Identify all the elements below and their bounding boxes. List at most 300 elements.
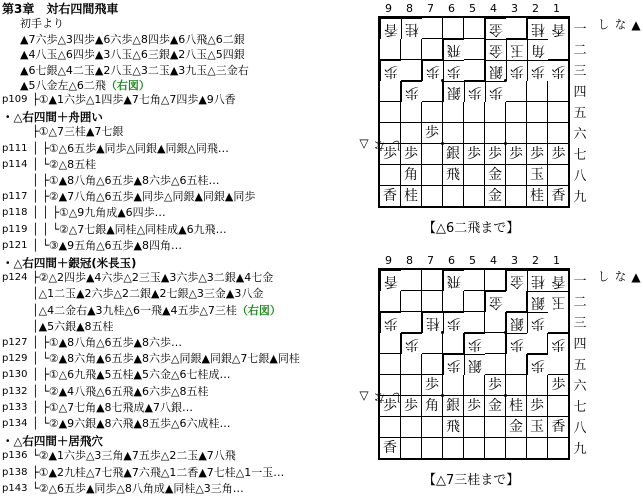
empty-square: [506, 375, 527, 396]
tree-body: [32, 401, 193, 414]
star-point: [441, 394, 444, 397]
gote-hand: △なし: [357, 138, 404, 152]
piece: 角: [527, 39, 548, 60]
tree-body: [32, 320, 114, 333]
page-number: p129: [2, 353, 28, 365]
piece: 金: [506, 270, 527, 291]
tree-body: [32, 93, 236, 106]
move-text: ①▲8八角△6五歩▲8六歩…: [48, 336, 182, 349]
empty-square: [464, 438, 485, 459]
move-text: 初手より: [20, 17, 64, 30]
move-text: ▲5八金左△6二飛: [20, 79, 106, 93]
empty-square: [380, 81, 401, 102]
file-label: 7: [427, 2, 434, 15]
piece: 桂: [527, 186, 548, 207]
move-text: ③▲9五角△6五歩▲8四角…: [48, 238, 182, 252]
piece: 玉: [548, 291, 569, 312]
piece: 歩: [527, 144, 548, 165]
sente-hand: ▲なし: [596, 270, 643, 284]
empty-square: [548, 354, 569, 375]
move-text: ①△9九角成▲6四歩…: [58, 206, 166, 220]
rank-label: 七: [573, 400, 587, 415]
file-label: 4: [490, 2, 497, 15]
page-number: p134: [2, 418, 28, 429]
tree-branch: │ └: [32, 417, 49, 430]
move-text: ①▲8八角△6五歩▲8六歩△6五桂…: [48, 174, 220, 187]
tree-body: [32, 336, 182, 349]
empty-square: [443, 438, 464, 459]
rank-label: 四: [573, 85, 587, 100]
tree-branch: │ ├: [32, 141, 49, 155]
empty-square: [443, 333, 464, 354]
tree-body: [32, 368, 230, 381]
piece: 金: [485, 396, 506, 417]
tree-branch: │ ├: [32, 174, 49, 187]
file-label: 8: [406, 2, 413, 15]
piece: 香: [380, 18, 401, 39]
intro-line: [20, 64, 249, 77]
empty-square: [485, 270, 506, 291]
empty-square: [548, 438, 569, 459]
empty-square: [401, 39, 422, 60]
empty-square: [422, 186, 443, 207]
empty-square: [422, 333, 443, 354]
piece: 歩: [401, 81, 422, 102]
tree-body: [32, 271, 273, 284]
tree-branch: │ └: [32, 384, 49, 398]
piece: 歩: [422, 123, 443, 144]
rank-label: 六: [573, 379, 587, 394]
rank-label: 七: [573, 148, 587, 163]
tree-body: [32, 174, 219, 187]
tree-branch: ├: [32, 465, 39, 479]
piece: 桂: [422, 312, 443, 333]
sente-hand: ▲なし: [596, 18, 643, 32]
piece: 金: [485, 39, 506, 60]
page-number: p132: [2, 385, 28, 397]
figure-ref: （右図）: [105, 79, 150, 93]
move-text: ①△7七角▲8七飛成▲7八銀…: [48, 400, 193, 414]
piece: 歩: [548, 144, 569, 165]
tree-body: [32, 482, 244, 495]
piece: 歩: [380, 312, 401, 333]
page-number: p138: [2, 466, 28, 478]
file-label: 4: [490, 254, 497, 267]
tree-branch: ├: [32, 93, 39, 106]
empty-square: [401, 291, 422, 312]
move-text: ①△7三桂▲7七銀: [38, 125, 124, 139]
file-label: 1: [553, 254, 560, 267]
page-number: p109: [2, 94, 28, 105]
move-text: ②▲8六角▲6五歩▲8六歩△同銀▲同銀△7七銀▲同桂: [48, 352, 300, 366]
empty-square: [485, 102, 506, 123]
tree-body: [32, 190, 255, 203]
piece: 歩: [527, 396, 548, 417]
empty-square: [401, 312, 422, 333]
piece: 玉: [506, 39, 527, 60]
star-point: [441, 331, 444, 334]
empty-square: [527, 438, 548, 459]
piece: 歩: [485, 375, 506, 396]
rank-label: 九: [573, 190, 587, 205]
tree-branch: └: [32, 449, 39, 463]
empty-square: [485, 123, 506, 144]
empty-square: [464, 123, 485, 144]
board-grid: [378, 268, 570, 460]
empty-square: [380, 417, 401, 438]
empty-square: [380, 354, 401, 375]
tree-body: [32, 223, 227, 236]
tree-body: [32, 304, 281, 317]
rank-label: 一: [573, 274, 587, 289]
tree-branch: │ └: [32, 352, 49, 366]
empty-square: [464, 417, 485, 438]
piece: 歩: [443, 354, 464, 375]
piece: 歩: [422, 375, 443, 396]
star-point: [504, 331, 507, 334]
tree-branch: │: [32, 319, 39, 333]
piece: 金: [485, 18, 506, 39]
empty-square: [422, 81, 443, 102]
empty-square: [464, 102, 485, 123]
empty-square: [527, 375, 548, 396]
piece: 桂: [506, 396, 527, 417]
rank-label: 八: [573, 169, 587, 184]
empty-square: [464, 312, 485, 333]
piece: 歩: [380, 60, 401, 81]
tree-body: [32, 352, 300, 365]
move-text: ①△6五歩▲同歩△同銀▲同銀△同飛…: [48, 141, 229, 155]
tree-body: [32, 125, 123, 138]
section-heading: ・△右四間＋銀冠(米長玉): [2, 256, 137, 270]
empty-square: [401, 270, 422, 291]
intro-line: [20, 17, 64, 30]
empty-square: [506, 123, 527, 144]
piece: 玉: [527, 417, 548, 438]
piece: 桂: [527, 270, 548, 291]
empty-square: [401, 354, 422, 375]
empty-square: [548, 123, 569, 144]
piece: 金: [506, 417, 527, 438]
piece: 歩: [380, 144, 401, 165]
empty-square: [401, 102, 422, 123]
tree-branch: │ └: [32, 238, 49, 252]
move-text: △4二金右▲3九桂△6一飛▲4五歩△7三桂: [38, 303, 237, 317]
tree-branch: │: [32, 287, 39, 301]
empty-square: [422, 39, 443, 60]
page-number: p133: [2, 401, 28, 413]
move-text: ②△7七銀▲同桂△同桂成▲6九飛…: [58, 222, 227, 236]
tree-body: [32, 287, 263, 300]
tree-branch: │ │ └: [32, 222, 59, 236]
move-text: ②▲4八飛△6五飛▲6六歩△8五桂: [48, 384, 209, 398]
empty-square: [422, 438, 443, 459]
file-label: 2: [532, 254, 539, 267]
piece: 桂: [401, 18, 422, 39]
piece: 歩: [464, 144, 485, 165]
empty-square: [443, 186, 464, 207]
empty-square: [443, 123, 464, 144]
star-point: [441, 79, 444, 82]
move-text: △1二玉▲2六歩△2二銀▲2七銀△3三金▲3八金: [38, 287, 264, 301]
rank-label: 三: [573, 316, 587, 331]
tree-body: [32, 239, 182, 252]
piece: 歩: [485, 81, 506, 102]
page-number: p119: [2, 223, 28, 235]
piece: 歩: [464, 81, 485, 102]
piece: 歩: [422, 60, 443, 81]
move-text: ②▲1六歩△3三角▲7五歩△2二玉▲7八飛: [38, 449, 236, 463]
piece: 歩: [464, 333, 485, 354]
empty-square: [506, 18, 527, 39]
piece: 飛: [443, 165, 464, 186]
move-text: ▲7六歩△3四歩▲6六歩△8四歩▲6八飛△6二銀: [20, 32, 245, 46]
page-number: p130: [2, 369, 28, 381]
file-label: 3: [511, 2, 518, 15]
rank-label: 四: [573, 337, 587, 352]
piece: 香: [380, 438, 401, 459]
piece: 歩: [443, 60, 464, 81]
empty-square: [443, 18, 464, 39]
rank-label: 九: [573, 442, 587, 457]
page-number: p143: [2, 482, 28, 494]
file-label: 5: [469, 254, 476, 267]
empty-square: [548, 81, 569, 102]
piece: 銀: [443, 144, 464, 165]
piece: 歩: [380, 396, 401, 417]
file-label: 3: [511, 254, 518, 267]
tree-body: [32, 466, 284, 479]
tree-branch: │: [32, 303, 39, 317]
move-text: ▲5六銀▲8五桂: [38, 319, 114, 333]
empty-square: [485, 417, 506, 438]
piece: 銀: [443, 81, 464, 102]
rank-label: 五: [573, 358, 587, 373]
rank-label: 八: [573, 421, 587, 436]
piece: 歩: [506, 144, 527, 165]
empty-square: [380, 333, 401, 354]
empty-square: [485, 333, 506, 354]
empty-square: [548, 102, 569, 123]
empty-square: [443, 102, 464, 123]
piece: 角: [401, 165, 422, 186]
empty-square: [401, 438, 422, 459]
tree-body: [32, 449, 236, 462]
tree-branch: │ │ ├: [32, 206, 59, 220]
page-number: p111: [2, 142, 28, 154]
piece: 銀: [485, 60, 506, 81]
file-label: 8: [406, 254, 413, 267]
empty-square: [464, 39, 485, 60]
empty-square: [506, 186, 527, 207]
empty-square: [422, 102, 443, 123]
piece: 歩: [506, 333, 527, 354]
empty-square: [380, 102, 401, 123]
empty-square: [464, 165, 485, 186]
tree-body: [32, 385, 208, 398]
empty-square: [401, 60, 422, 81]
empty-square: [380, 39, 401, 60]
tree-body: [32, 142, 229, 155]
piece: 角: [422, 396, 443, 417]
chapter-title: 第3章 対右四間飛車: [2, 2, 119, 16]
piece: 金: [485, 291, 506, 312]
file-label: 9: [385, 2, 392, 15]
empty-square: [422, 165, 443, 186]
page-number: p124: [2, 272, 28, 284]
page-number: p118: [2, 207, 28, 219]
intro-line: [20, 48, 245, 61]
file-label: 6: [448, 2, 455, 15]
empty-square: [464, 375, 485, 396]
tree-branch: │ └: [32, 157, 49, 171]
tree-body: [32, 417, 230, 430]
tree-body: [32, 206, 166, 219]
page-number: p127: [2, 337, 28, 348]
empty-square: [464, 291, 485, 312]
tree-branch: │ ├: [32, 368, 49, 382]
star-point: [504, 79, 507, 82]
piece: 桂: [401, 186, 422, 207]
empty-square: [548, 165, 569, 186]
section-heading: ・△右四間＋舟囲い: [2, 110, 103, 125]
piece: 銀: [527, 291, 548, 312]
piece: 香: [551, 188, 566, 204]
empty-square: [506, 102, 527, 123]
move-text: ①△6九飛▲5五桂▲5六金△6七桂成…: [48, 368, 231, 382]
empty-square: [422, 144, 443, 165]
piece: 香: [548, 270, 569, 291]
empty-square: [443, 291, 464, 312]
piece: 銀: [464, 354, 485, 375]
empty-square: [485, 312, 506, 333]
tree-branch: │ ├: [32, 400, 49, 414]
empty-square: [506, 165, 527, 186]
empty-square: [464, 186, 485, 207]
piece: 銀: [443, 396, 464, 417]
piece: 桂: [527, 18, 548, 39]
move-text: ②▲7八角△6五歩▲同歩△同銀▲同銀▲同歩: [48, 190, 256, 204]
empty-square: [506, 81, 527, 102]
empty-square: [422, 18, 443, 39]
piece: 歩: [485, 144, 506, 165]
gote-hand: △なし: [357, 390, 404, 404]
board-grid: [378, 16, 570, 208]
piece: 歩: [506, 60, 527, 81]
move-text: ▲6七銀△4二玉▲2八玉△3二玉▲3九玉△三金右: [20, 63, 249, 77]
piece: 飛: [443, 270, 464, 291]
rank-label: 一: [573, 22, 587, 37]
file-label: 2: [532, 2, 539, 15]
tree-branch: ├: [32, 125, 39, 139]
move-text: ②△2四歩▲4六歩△2三玉▲3六歩△3二銀▲4七金: [38, 271, 274, 285]
move-text: ▲4八玉△6四歩▲3八玉△6三銀▲2八玉△5四銀: [20, 48, 245, 62]
empty-square: [464, 270, 485, 291]
empty-square: [422, 291, 443, 312]
piece: 歩: [401, 333, 422, 354]
empty-square: [485, 438, 506, 459]
piece: 金: [485, 186, 506, 207]
move-text: ①▲1六歩△1四歩▲7七角△7四歩▲9八香: [38, 93, 236, 106]
piece: 飛: [443, 417, 464, 438]
empty-square: [380, 165, 401, 186]
star-point: [504, 142, 507, 145]
empty-square: [527, 333, 548, 354]
rank-label: 二: [573, 295, 587, 310]
piece: 歩: [443, 312, 464, 333]
empty-square: [422, 417, 443, 438]
empty-square: [422, 270, 443, 291]
empty-square: [506, 354, 527, 375]
empty-square: [548, 396, 569, 417]
empty-square: [464, 18, 485, 39]
piece: 香: [548, 18, 569, 39]
board-caption: 【△7三桂まで】: [423, 473, 520, 488]
piece: 香: [380, 186, 401, 207]
empty-square: [527, 81, 548, 102]
intro-line: [20, 33, 245, 46]
tree-branch: ├: [32, 271, 39, 285]
empty-square: [380, 291, 401, 312]
piece: 歩: [401, 144, 422, 165]
rank-label: 三: [573, 64, 587, 79]
empty-square: [506, 438, 527, 459]
file-label: 6: [448, 254, 455, 267]
rank-label: 二: [573, 43, 587, 58]
intro-line: [20, 79, 150, 92]
tree-body: [32, 158, 96, 171]
empty-square: [527, 123, 548, 144]
file-label: 7: [427, 254, 434, 267]
file-label: 5: [469, 2, 476, 15]
move-text: ①▲2九桂△7七飛▲7六飛△1二香▲7七桂△1一玉…: [38, 465, 285, 479]
piece: 銀: [506, 312, 527, 333]
file-label: 9: [385, 254, 392, 267]
empty-square: [422, 354, 443, 375]
page-number: p121: [2, 239, 28, 251]
empty-square: [506, 291, 527, 312]
move-text: ②▲9六銀▲8六飛▲8五歩△6六成桂…: [48, 417, 231, 430]
rank-label: 五: [573, 106, 587, 121]
star-point: [504, 394, 507, 397]
empty-square: [527, 102, 548, 123]
page-number: p117: [2, 191, 28, 203]
empty-square: [548, 312, 569, 333]
piece: 歩: [527, 312, 548, 333]
figure-ref: （右図）: [236, 303, 281, 317]
piece: 歩: [548, 375, 569, 396]
piece: 金: [485, 165, 506, 186]
empty-square: [464, 60, 485, 81]
board-caption: 【△6二飛まで】: [423, 221, 520, 236]
section-heading: ・△右四間＋居飛穴: [2, 434, 103, 449]
empty-square: [443, 375, 464, 396]
piece: 歩: [527, 60, 548, 81]
move-text: ②△8五桂: [48, 157, 97, 171]
empty-square: [485, 354, 506, 375]
piece: 香: [548, 417, 569, 438]
page-number: p114: [2, 158, 28, 170]
star-point: [441, 142, 444, 145]
piece: 歩: [464, 396, 485, 417]
move-text: ②△6五歩▲同歩△8八角成▲同桂△3三角…: [38, 481, 244, 495]
page-number: p136: [2, 450, 28, 462]
tree-branch: │ ├: [32, 190, 49, 204]
piece: 歩: [401, 396, 422, 417]
piece: 歩: [548, 60, 569, 81]
piece: 飛: [443, 39, 464, 60]
piece: 歩: [527, 354, 548, 375]
